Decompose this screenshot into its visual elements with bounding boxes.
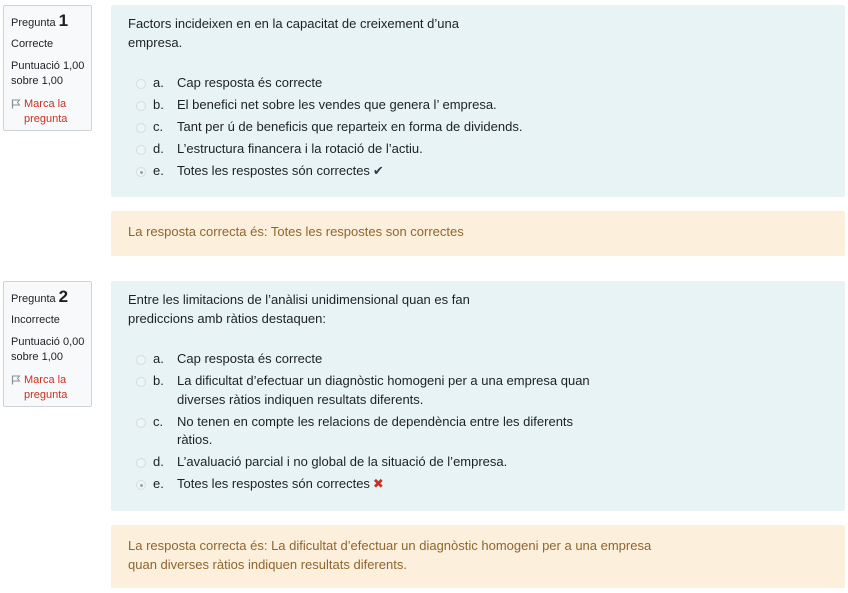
answer-radio[interactable] [136,458,146,468]
answer-radio[interactable] [136,79,146,89]
answer-option-a[interactable] [128,74,829,93]
answer-option-e[interactable] [128,475,829,494]
answer-list [128,350,829,494]
cross-icon: ✖ [372,476,384,491]
right-answer-text: La resposta correcta és: Totes les respostes son correctes [128,224,464,239]
answer-text [177,475,384,494]
question-number: 1 [58,11,69,30]
answer-letter: d. [153,141,164,156]
answer-option-c[interactable] [128,118,829,137]
answer-option-c[interactable] [128,413,829,450]
answer-letter: e. [153,163,164,178]
question-label: Pregunta [11,293,56,305]
question-label: Pregunta [11,17,56,29]
answer-text: L’estructura financera i la rotació de l’actiu. [177,141,423,156]
question-text: Entre les limitacions de l’anàlisi unidimensional quan es fan prediccions amb ràtios destaquen: [128,292,470,326]
question-info-1 [3,5,92,131]
answer-letter: c. [153,119,164,134]
flag-question-link[interactable] [11,97,85,127]
answer-list [128,74,829,181]
question-text: Factors incideixen en en la capacitat de creixement d’una empresa. [128,16,459,50]
answer-radio[interactable] [136,101,146,111]
answer-text: No tenen en compte les relacions de dependència entre les diferents ràtios. [177,413,574,447]
answer-text-label: Totes les respostes són correctes [177,476,370,491]
answer-letter: d. [153,454,164,469]
question-state: Correcte [11,38,54,50]
answer-letter: e. [153,476,164,491]
answer-option-b[interactable] [128,372,829,409]
right-answer-feedback-2 [111,525,845,588]
question-number: 2 [58,287,69,306]
answer-text: El benefici net sobre les vendes que genera l’ empresa. [177,97,497,112]
answer-radio[interactable] [136,418,146,428]
answer-radio[interactable] [136,377,146,387]
answer-radio[interactable] [136,145,146,155]
answer-option-d[interactable] [128,453,829,472]
answer-text: La dificultat d’efectuar un diagnòstic homogeni per a una empresa quan diverses ràtios indiquen resultats diferents. [177,373,590,407]
flag-icon [11,99,21,109]
answer-option-d[interactable] [128,140,829,159]
flag-icon [11,375,21,385]
question-info-2 [3,281,92,407]
answer-radio-selected[interactable] [136,480,146,490]
answer-text: L’avaluació parcial i no global de la situació de l’empresa. [177,454,508,469]
answer-letter: a. [153,351,164,366]
answer-text [177,162,384,181]
answer-option-e[interactable] [128,162,829,181]
answer-option-b[interactable] [128,96,829,115]
question-formulation-1 [111,5,845,197]
question-grade: Puntuació 1,00 sobre 1,00 [11,60,85,87]
flag-label: Marca la pregunta [24,374,68,401]
answer-letter: c. [153,413,164,429]
answer-letter: a. [153,75,164,90]
right-answer-text: La resposta correcta és: La dificultat d’efectuar un diagnòstic homogeni per a una empresa quan diverses ràtios indiquen resultats diferents. [128,538,652,572]
right-answer-feedback-1 [111,211,845,256]
flag-label: Marca la pregunta [24,98,68,125]
answer-text: Cap resposta és correcte [177,75,323,90]
answer-radio[interactable] [136,123,146,133]
question-formulation-2 [111,281,845,511]
question-state: Incorrecte [11,314,60,326]
flag-question-link[interactable] [11,373,85,403]
question-number-line [11,288,85,307]
answer-option-a[interactable] [128,350,829,369]
answer-text-label: Totes les respostes són correctes [177,163,370,178]
answer-radio-selected[interactable] [136,167,146,177]
answer-letter: b. [153,373,164,388]
answer-letter: b. [153,97,164,112]
answer-radio[interactable] [136,355,146,365]
answer-text: Cap resposta és correcte [177,351,323,366]
answer-text: Tant per ú de beneficis que reparteix en forma de dividends. [177,119,523,134]
question-number-line [11,12,85,31]
question-grade: Puntuació 0,00 sobre 1,00 [11,336,85,363]
checkmark-icon: ✔ [372,163,384,178]
